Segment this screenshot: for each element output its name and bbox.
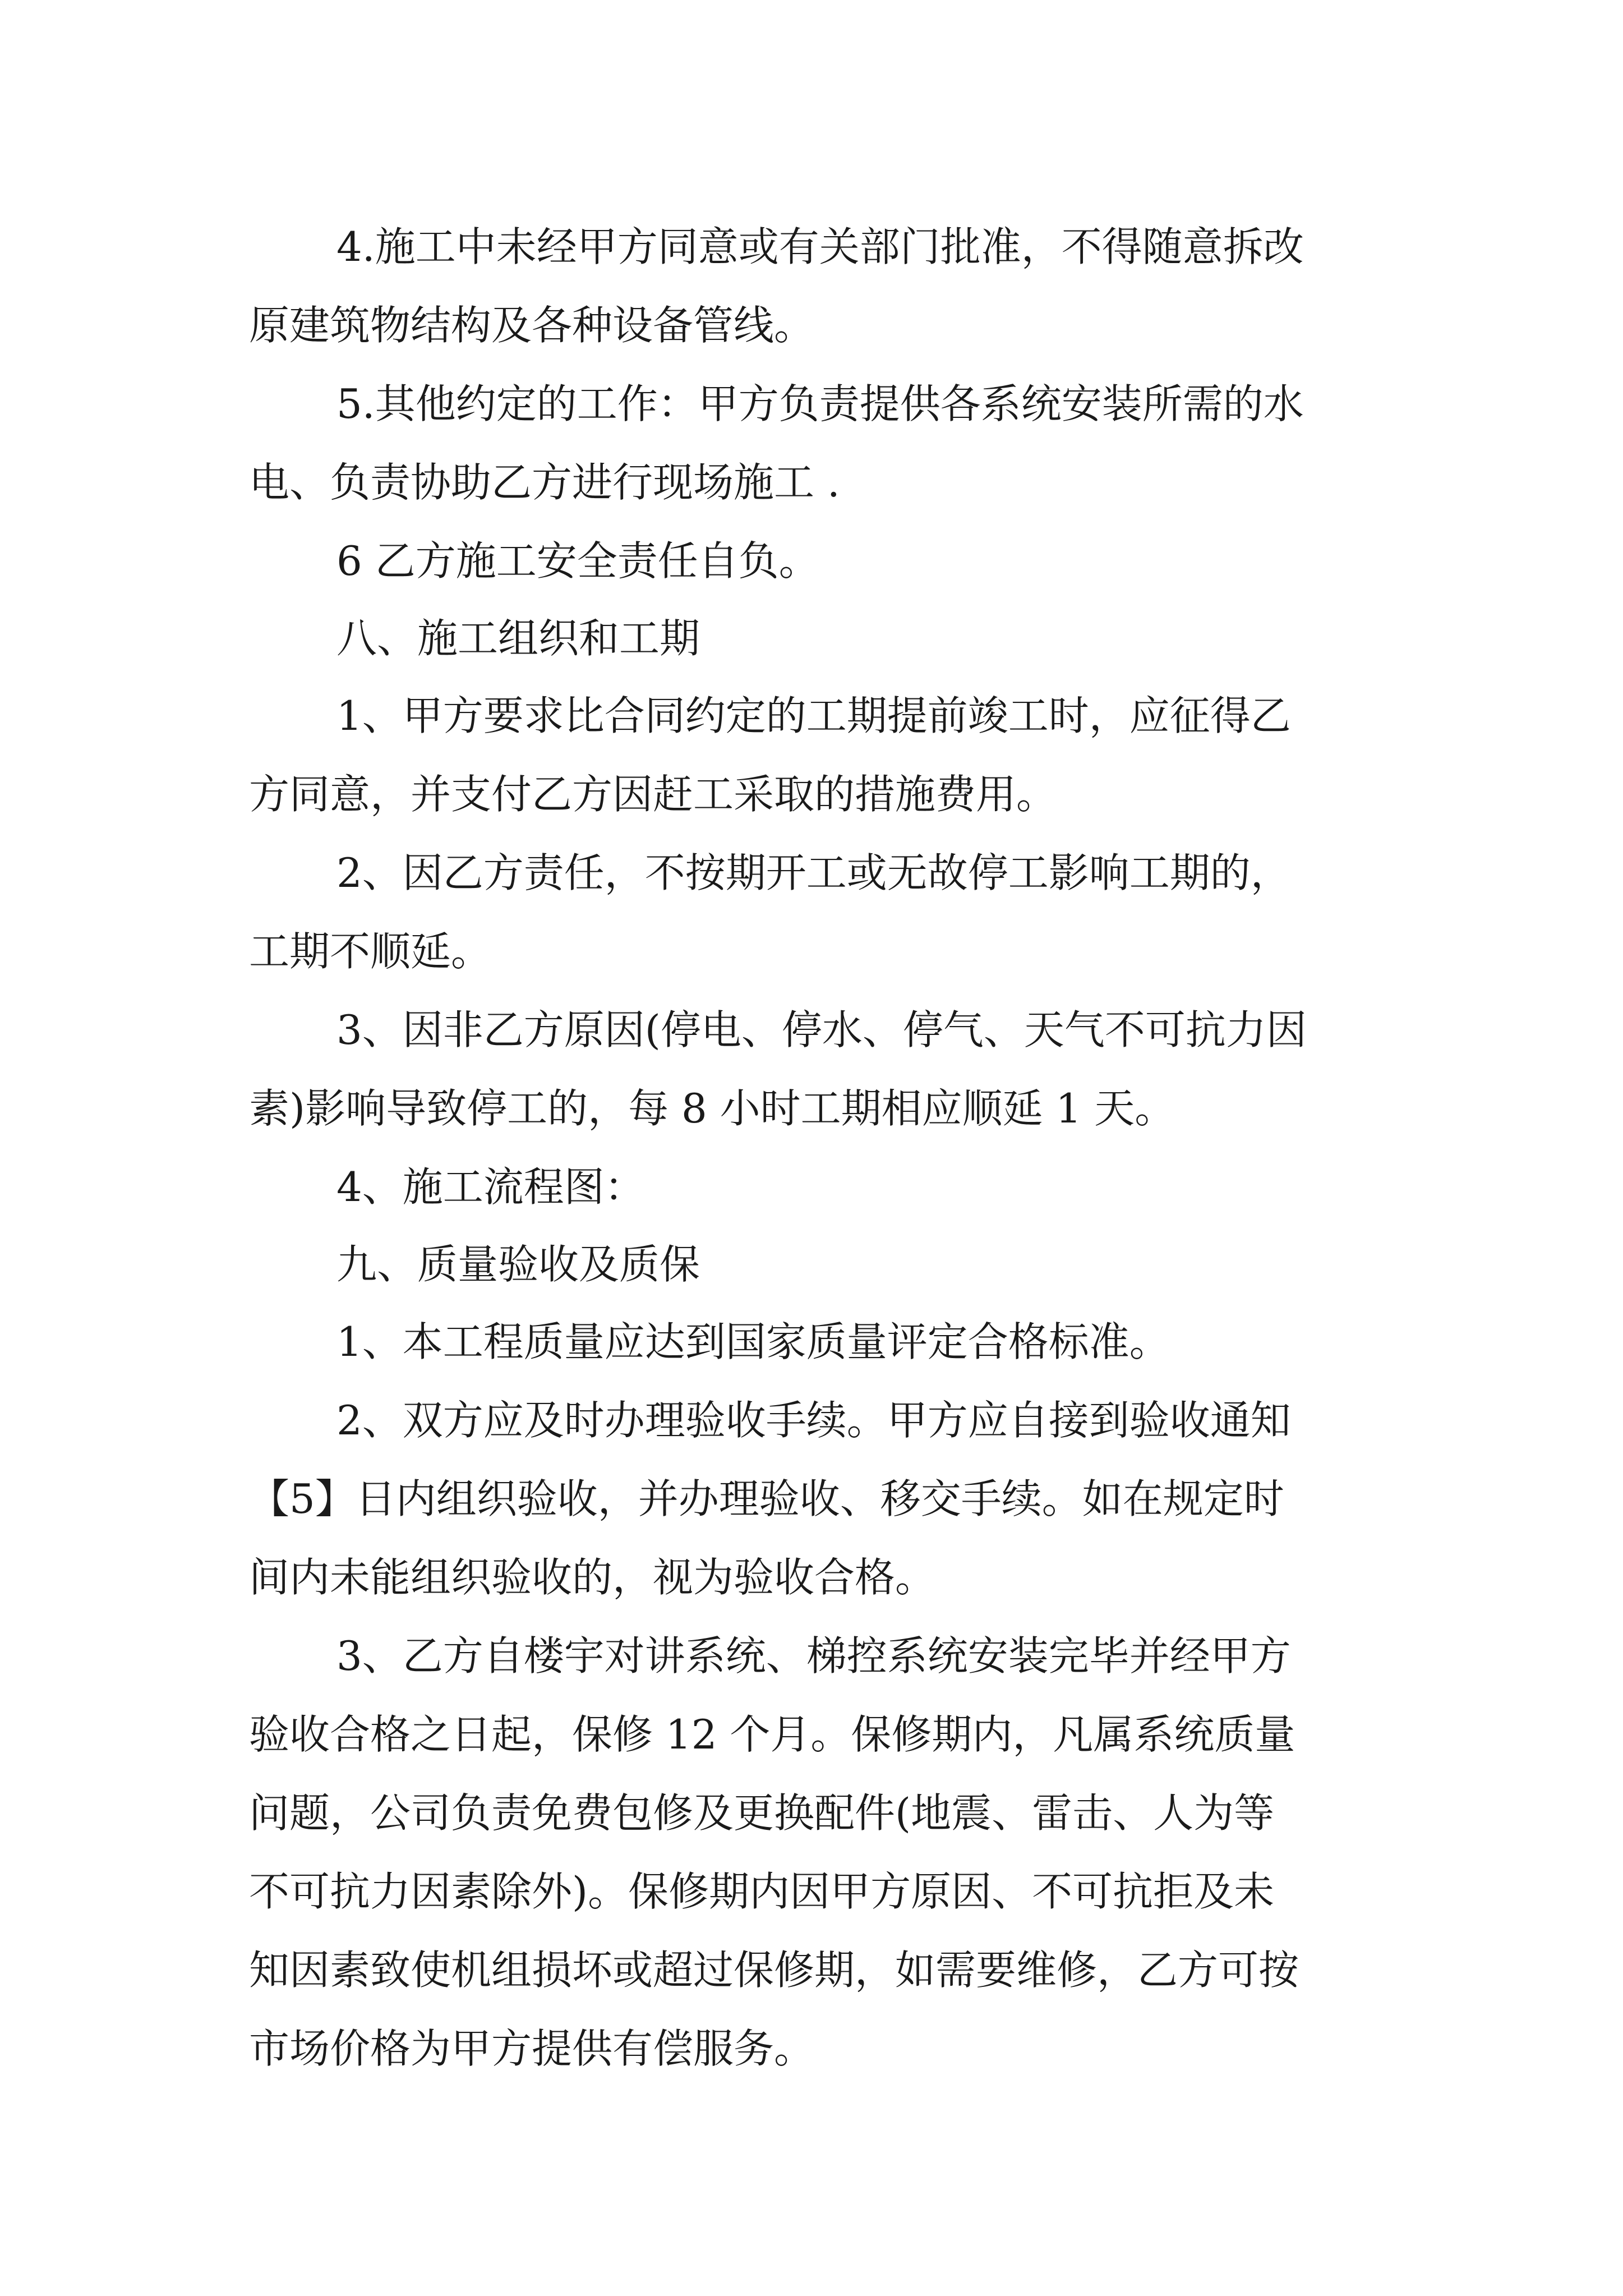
body-line: 2、因乙方责任，不按期开工或无故停工影响工期的， [336, 849, 1291, 896]
body-line: 5.其他约定的工作：甲方负责提供各系统安装所需的水 [336, 380, 1304, 427]
body-line: 间内未能组织验收的，视为验收合格。 [249, 1554, 936, 1601]
body-line: 素)影响导致停工的，每 8 小时工期相应顺延 1 天。 [249, 1085, 1175, 1132]
body-line: 4、施工流程图： [336, 1163, 645, 1211]
body-line: 工期不顺延。 [249, 928, 492, 975]
body-line: 原建筑物结构及各种设备管线。 [249, 302, 815, 349]
body-line: 验收合格之日起，保修 12 个月。保修期内，凡属系统质量 [249, 1711, 1295, 1758]
body-line: 1、本工程质量应达到国家质量评定合格标准。 [336, 1318, 1170, 1365]
body-line: 2、双方应及时办理验收手续。甲方应自接到验收通知 [336, 1397, 1291, 1444]
body-line: 3、因非乙方原因(停电、停水、停气、天气不可抗力因 [336, 1006, 1307, 1053]
body-line: 4.施工中未经甲方同意或有关部门批准，不得随意拆改 [336, 223, 1304, 270]
body-line: 知因素致使机组损坏或超过保修期，如需要维修，乙方可按 [249, 1947, 1299, 1994]
section-heading-9: 九、质量验收及质保 [336, 1241, 700, 1288]
section-heading-8: 八、施工组织和工期 [336, 615, 700, 662]
body-line: 市场价格为甲方提供有偿服务。 [249, 2025, 815, 2072]
body-line: 问题，公司负责免费包修及更换配件(地震、雷击、人为等 [249, 1789, 1275, 1837]
body-line: 1、甲方要求比合同约定的工期提前竣工时，应征得乙 [336, 692, 1291, 739]
body-line: 【5】日内组织验收，并办理验收、移交手续。如在规定时 [249, 1475, 1284, 1522]
body-line: 电、负责协助乙方进行现场施工 . [249, 459, 840, 506]
body-line: 3、乙方自楼宇对讲系统、梯控系统安装完毕并经甲方 [336, 1632, 1291, 1680]
body-line: 6 乙方施工安全责任自负。 [336, 537, 819, 585]
body-line: 方同意，并支付乙方因赶工采取的措施费用。 [249, 771, 1057, 818]
body-line: 不可抗力因素除外)。保修期内因甲方原因、不可抗拒及未 [249, 1868, 1275, 1915]
